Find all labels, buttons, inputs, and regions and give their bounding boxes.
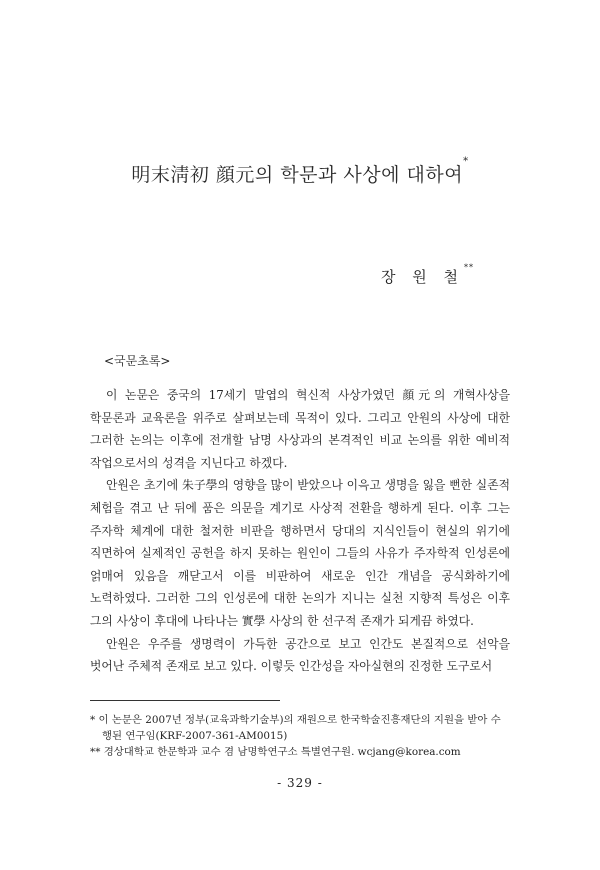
footnote-divider [90,700,280,701]
footnote [90,744,510,760]
title-footnote-marker: * [463,156,469,167]
page-number: - 329 - [277,776,323,790]
abstract-label: <국문초록> [104,354,171,368]
abstract-paragraph: 안원은 초기에 朱子學의 영향을 많이 받았으나 이윽고 생명을 잃을 뻔한 실존적 체험을 겪고 난 뒤에 품은 의문을 계기로 사상적 전환을 행하게 된다. 이후 그는 주자학 체계에 대한 철저한 비판을 행하면서 당대의 지식인들이 현실의 위기에 직면하여 실제적인 공헌을 하지 못하는 원인이 그들의 사유가 주자학적 인성론에 얽매여 있음을 깨닫고서 이를 비판하여 새로운 인간 개념을 공식화하기에 노력하였다. 그러한 그의 인성론에 대한 논의가 지니는 실천 지향적 특성은 이후 그의 사상이 후대에 나타나는 實學 사상의 한 선구적 존재가 되게끔 하였다. [90,478,510,628]
title-text: 明末淸初 顔元의 학문과 사상에 대하여 [131,164,464,186]
footnote-marker: * [90,714,96,726]
footnote-text: 이 논문은 2007년 정부(교육과학기술부)의 재원으로 한국학술진흥재단의 지원을 받아 수행된 연구임(KRF-2007-361-AM0015) [98,714,501,742]
author-footnote-marker: ** [464,263,474,272]
abstract-paragraph: 이 논문은 중국의 17세기 말엽의 혁신적 사상가였던 顔元의 개혁사상을 학문론과 교육론을 위주로 살펴보는데 목적이 있다. 그리고 안원의 사상에 대한 그러한 논의는 이후에 전개할 남명 사상과의 본격적인 비교 논의를 위한 예비적 작업으로서의 성격을 지닌다고 하겠다. [90,388,510,470]
footnote-marker: ** [90,746,101,758]
paper-title [0,156,600,187]
abstract-paragraph: 안원은 우주를 생명력이 가득한 공간으로 보고 인간도 본질적으로 선악을 벗어난 주체적 존재로 보고 있다. 이렇듯 인간성을 자아실현의 진정한 도구로서 [90,636,510,674]
abstract-body [90,384,510,678]
footnote-text: 경상대학교 한문학과 교수 겸 남명학연구소 특별연구원. wcjang@korea.com [103,746,461,758]
footnote [90,712,510,744]
author-line [380,263,474,287]
author-name: 장 원 철 [380,268,464,286]
footnotes [90,712,510,760]
